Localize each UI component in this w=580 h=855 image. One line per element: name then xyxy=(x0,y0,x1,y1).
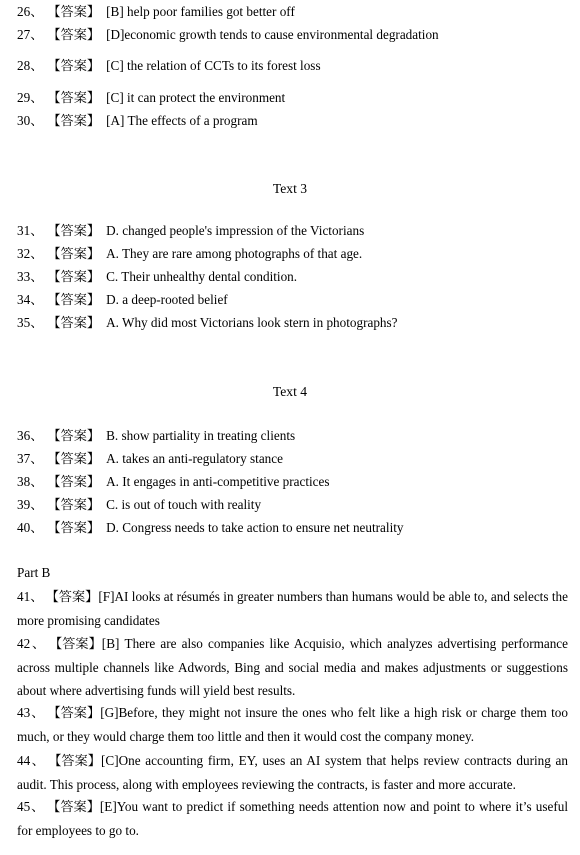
answer-mark: 【答案】 xyxy=(47,474,101,489)
answer-mark: 【答案】 xyxy=(47,520,101,535)
answer-text: A. takes an anti-regulatory stance xyxy=(106,451,283,466)
question-number: 40、 xyxy=(17,520,44,535)
answer-text: D. changed people's impression of the Victorians xyxy=(106,223,365,238)
question-number: 33、 xyxy=(17,269,44,284)
question-number: 42、 xyxy=(17,636,48,651)
section-heading-text-3: Text 3 xyxy=(272,181,308,196)
answer-text: A. They are rare among photographs of that age. xyxy=(106,246,363,261)
question-number: 45、 xyxy=(17,799,46,814)
answer-item-33 xyxy=(17,269,566,286)
answer-item-26 xyxy=(17,4,566,21)
answer-text: [B] There are also companies like Acquisio, which analyzes advertising performance across multiple channels like Adwords, Bing and social media and makes adjustments or suggestions about where advertising funds will yield best results. xyxy=(17,636,568,698)
answer-text: C. Their unhealthy dental condition. xyxy=(106,269,298,284)
answer-item-39 xyxy=(17,497,566,514)
answer-item-44 xyxy=(17,749,568,796)
answer-mark: 【答案】 xyxy=(47,269,101,284)
answer-mark: 【答案】 xyxy=(48,753,101,768)
answer-text: [A] The effects of a program xyxy=(106,113,258,128)
answer-item-36 xyxy=(17,428,566,445)
question-number: 43、 xyxy=(17,705,46,720)
question-number: 41、 xyxy=(17,589,44,604)
question-number: 36、 xyxy=(17,428,44,443)
answer-item-37 xyxy=(17,451,566,468)
answer-item-30 xyxy=(17,113,566,130)
question-number: 38、 xyxy=(17,474,44,489)
question-number: 37、 xyxy=(17,451,44,466)
answer-mark: 【答案】 xyxy=(47,315,101,330)
answer-mark: 【答案】 xyxy=(47,223,101,238)
answer-mark: 【答案】 xyxy=(47,292,101,307)
question-number: 28、 xyxy=(17,58,44,73)
question-number: 26、 xyxy=(17,4,44,19)
answer-mark: 【答案】 xyxy=(49,636,102,651)
answer-text: C. is out of touch with reality xyxy=(106,497,262,512)
answer-item-28 xyxy=(17,58,566,75)
answer-mark: 【答案】 xyxy=(47,113,101,128)
answer-text: D. a deep-rooted belief xyxy=(106,292,228,307)
question-number: 44、 xyxy=(17,753,47,768)
answer-item-29 xyxy=(17,90,566,107)
answer-item-34 xyxy=(17,292,566,309)
answer-mark: 【答案】 xyxy=(45,589,99,604)
answer-text: [C]One accounting firm, EY, uses an AI system that helps review contracts during an audit. This process, along with employees reviewing the contracts, is faster and more accurate. xyxy=(17,753,569,792)
answer-mark: 【答案】 xyxy=(47,90,101,105)
answer-text: [C] it can protect the environment xyxy=(106,90,286,105)
answer-mark: 【答案】 xyxy=(47,799,100,814)
answer-mark: 【答案】 xyxy=(47,428,101,443)
answer-text: [D]economic growth tends to cause environmental degradation xyxy=(106,27,439,42)
question-number: 39、 xyxy=(17,497,44,512)
question-number: 32、 xyxy=(17,246,44,261)
answer-item-38 xyxy=(17,474,566,491)
answer-text: A. It engages in anti-competitive practices xyxy=(106,474,330,489)
answer-mark: 【答案】 xyxy=(47,497,101,512)
answer-text: [B] help poor families got better off xyxy=(106,4,295,19)
question-number: 29、 xyxy=(17,90,44,105)
question-number: 31、 xyxy=(17,223,44,238)
answer-text: D. Congress needs to take action to ensure net neutrality xyxy=(106,520,404,535)
answer-item-45 xyxy=(17,795,568,842)
answer-item-40 xyxy=(17,520,566,537)
answer-mark: 【答案】 xyxy=(47,246,101,261)
answer-text: [C] the relation of CCTs to its forest loss xyxy=(106,58,321,73)
answer-mark: 【答案】 xyxy=(47,27,101,42)
question-number: 30、 xyxy=(17,113,44,128)
question-number: 27、 xyxy=(17,27,44,42)
answer-item-27 xyxy=(17,27,566,44)
answer-item-35 xyxy=(17,315,566,332)
question-number: 34、 xyxy=(17,292,44,307)
answer-mark: 【答案】 xyxy=(47,451,101,466)
question-number: 35、 xyxy=(17,315,44,330)
answer-item-41 xyxy=(17,585,568,632)
answer-text: [F]AI looks at résumés in greater numbers than humans would be able to, and selects the more promising candidates xyxy=(17,589,568,628)
answer-text: A. Why did most Victorians look stern in photographs? xyxy=(106,315,398,330)
section-heading-text-4: Text 4 xyxy=(272,384,308,399)
answer-mark: 【答案】 xyxy=(47,705,101,720)
answer-item-42 xyxy=(17,632,568,703)
answer-item-43 xyxy=(17,701,568,748)
answer-item-31 xyxy=(17,223,566,240)
answer-text: [G]Before, they might not insure the ones who felt like a high risk or charge them too much, or they would charge them too little and then it would cost the company money. xyxy=(17,705,568,744)
part-b-heading: Part B xyxy=(17,565,51,580)
answer-item-32 xyxy=(17,246,566,263)
answer-text: B. show partiality in treating clients xyxy=(106,428,296,443)
answer-mark: 【答案】 xyxy=(47,58,101,73)
answer-text: [E]You want to predict if something needs attention now and point to where it’s useful for employees to go to. xyxy=(17,799,568,838)
answer-mark: 【答案】 xyxy=(47,4,101,19)
